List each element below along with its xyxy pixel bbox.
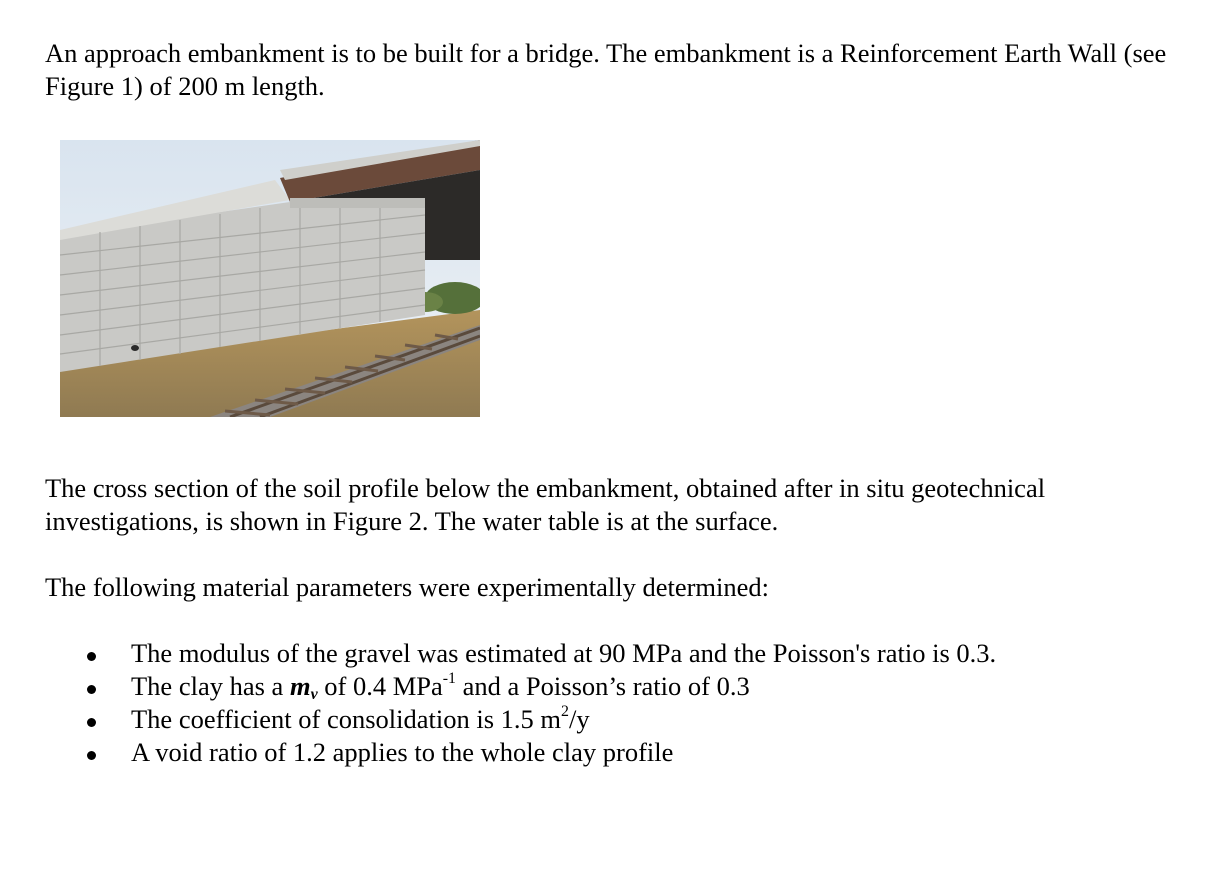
list-item [0, 736, 1218, 769]
gravel-modulus-text: The modulus of the gravel was estimated at 90 MPa and the Poisson's ratio is 0.3. [131, 638, 997, 668]
parameters-intro: The following material parameters were experimentally determined: [45, 572, 770, 602]
soil-profile-paragraph: The cross section of the soil profile below the embankment, obtained after in situ geotechnical investigations, is shown in Figure 2. The water table is at the surface. [45, 473, 1046, 536]
reinforced-earth-wall-photo [60, 140, 480, 417]
list-item [0, 637, 1218, 670]
intro-paragraph: An approach embankment is to be built for a bridge. The embankment is a Reinforcement Earth Wall (see Figure 1) of 200 m length. [45, 38, 1167, 101]
list-item [0, 703, 1218, 736]
bullet-icon [87, 718, 96, 727]
void-ratio-text: A void ratio of 1.2 applies to the whole clay profile [131, 737, 674, 767]
bullet-icon [87, 751, 96, 760]
list-item [0, 670, 1218, 703]
bullet-icon [87, 685, 96, 694]
bullet-icon [87, 652, 96, 661]
consolidation-coefficient-text: The coefficient of consolidation is 1.5 $m^2/y$ [131, 703, 590, 734]
clay-mv-text: The clay has a $m_v$ of 0.4 MPa$^{-1}$ and a Poisson’s ratio of 0.3 [131, 670, 750, 703]
parameter-list [0, 637, 1218, 769]
